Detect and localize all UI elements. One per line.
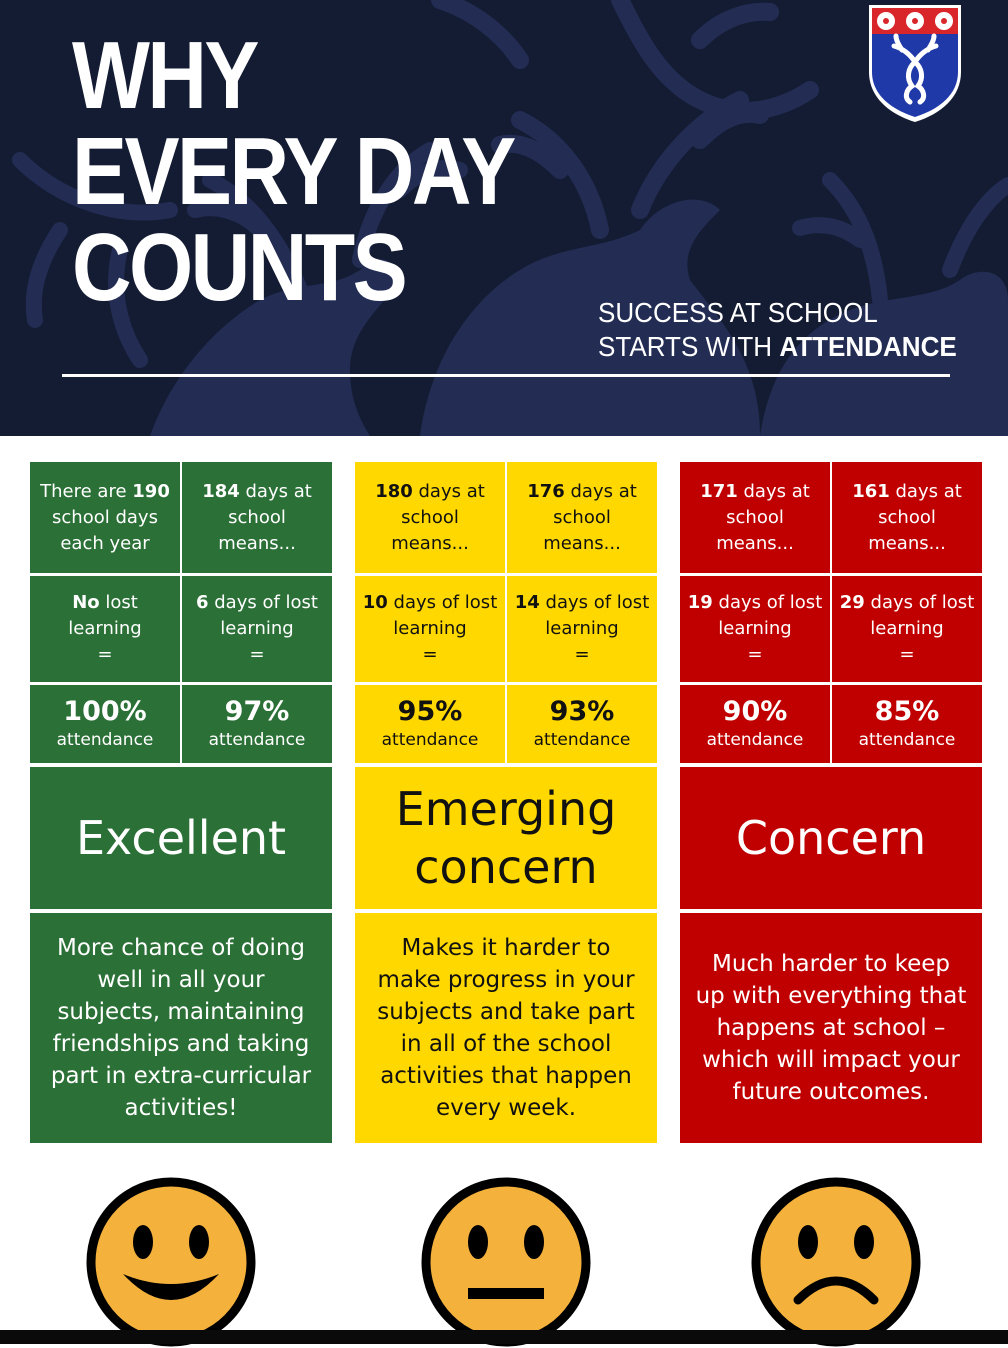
stat-cell: [182, 576, 332, 682]
stat-text-pre: There are: [40, 480, 133, 502]
bottom-bar: [0, 1330, 1008, 1344]
rating-description: Much harder to keep up with everything that happens at school – which will impact your future outcomes.: [680, 913, 982, 1143]
stat-cell: [355, 576, 505, 682]
equals-sign: =: [249, 644, 265, 665]
stat-number: No: [72, 592, 100, 613]
rating-description: Makes it harder to make progress in your subjects and take part in all of the school activities that happen every week.: [355, 913, 657, 1143]
stat-text-post: days of lost learning: [387, 592, 498, 639]
stats-grid: [30, 462, 332, 763]
stat-number: 29: [839, 592, 865, 613]
stat-text-post: days of lost learning: [712, 592, 823, 639]
stat-text: [361, 479, 499, 557]
stat-number: 19: [687, 592, 713, 613]
stat-text-post: school days each year: [52, 506, 158, 554]
stat-cell: [30, 462, 180, 573]
stat-text: [838, 590, 976, 642]
attendance-label: attendance: [858, 730, 956, 750]
neutral-face-icon: [420, 1176, 592, 1348]
stat-text-post: days at school means...: [543, 480, 637, 554]
stat-text: [513, 479, 651, 557]
stag-crest-icon: [866, 2, 964, 124]
tagline-line-2-bold: ATTENDANCE: [779, 331, 957, 362]
stat-number: 180: [375, 480, 413, 502]
stat-cell: [680, 576, 830, 682]
stat-text-post: lost learning: [68, 592, 142, 639]
rating-label: Concern: [680, 767, 982, 909]
equals-sign: =: [422, 644, 438, 665]
stat-cell: [832, 462, 982, 573]
stat-number: 14: [514, 592, 540, 613]
stat-text: [36, 479, 174, 557]
stat-cell: [680, 462, 830, 573]
happy-face-icon: [85, 1176, 257, 1348]
column-concern: [680, 462, 982, 1143]
stat-cell: [832, 576, 982, 682]
stat-text: [686, 479, 824, 557]
attendance-percent: 85%: [874, 696, 940, 727]
header-divider: [62, 374, 950, 377]
stat-text: [361, 590, 499, 642]
stat-cell: [507, 576, 657, 682]
stats-grid: [680, 462, 982, 763]
rating-label: Excellent: [30, 767, 332, 909]
title-line-3: COUNTS: [72, 214, 406, 321]
stat-cell: [182, 462, 332, 573]
stat-cell: [507, 462, 657, 573]
attendance-cell: [680, 685, 830, 763]
stat-cell: [355, 462, 505, 573]
attendance-cell: [182, 685, 332, 763]
attendance-percent: 100%: [63, 696, 147, 727]
stat-text-post: days of lost learning: [208, 592, 318, 639]
stat-text-post: days at school means...: [868, 480, 962, 554]
tagline-line-1: SUCCESS AT SCHOOL: [598, 297, 878, 328]
attendance-label: attendance: [706, 730, 804, 750]
equals-sign: =: [574, 644, 590, 665]
attendance-percent: 93%: [549, 696, 615, 727]
equals-sign: =: [899, 644, 915, 665]
attendance-percent: 97%: [224, 696, 290, 727]
stat-number: 6: [196, 592, 209, 613]
stat-cell: [30, 576, 180, 682]
stat-text-post: days at school means...: [391, 480, 485, 554]
stat-number: 10: [362, 592, 388, 613]
column-excellent: [30, 462, 332, 1143]
stat-text-post: days of lost learning: [539, 592, 650, 639]
attendance-label: attendance: [381, 730, 479, 750]
stat-number: 171: [700, 480, 738, 502]
stat-number: 176: [527, 480, 565, 502]
attendance-percent: 95%: [397, 696, 463, 727]
equals-sign: =: [97, 644, 113, 665]
attendance-cell: [507, 685, 657, 763]
attendance-cell: [355, 685, 505, 763]
attendance-cell: [30, 685, 180, 763]
attendance-label: attendance: [56, 730, 154, 750]
attendance-cell: [832, 685, 982, 763]
title-line-2: EVERY DAY: [72, 118, 514, 225]
stat-text: [513, 590, 651, 642]
stat-text-post: days at school means...: [218, 480, 312, 554]
stat-text-post: days of lost learning: [864, 592, 975, 639]
sad-face-icon: [750, 1176, 922, 1348]
attendance-label: attendance: [208, 730, 306, 750]
stat-number: 190: [132, 480, 170, 502]
tagline-line-2: [598, 330, 957, 364]
stat-text: [188, 479, 326, 557]
page-title: [72, 22, 514, 321]
stat-number: 184: [202, 480, 240, 502]
attendance-label: attendance: [533, 730, 631, 750]
tagline: [598, 296, 957, 364]
stat-text-post: days at school means...: [716, 480, 810, 554]
tagline-line-2-prefix: STARTS WITH: [598, 331, 780, 362]
equals-sign: =: [747, 644, 763, 665]
title-line-1: WHY: [72, 22, 257, 129]
column-emerging-concern: [355, 462, 657, 1143]
stat-text: [838, 479, 976, 557]
stat-text: [36, 590, 174, 642]
rating-label: Emerging concern: [355, 767, 657, 909]
stats-grid: [355, 462, 657, 763]
stat-text: [686, 590, 824, 642]
rating-description: More chance of doing well in all your subjects, maintaining friendships and taking part in extra-curricular activities!: [30, 913, 332, 1143]
stat-text: [188, 590, 326, 642]
attendance-percent: 90%: [722, 696, 788, 727]
stat-number: 161: [852, 480, 890, 502]
header-banner: [0, 0, 1008, 436]
